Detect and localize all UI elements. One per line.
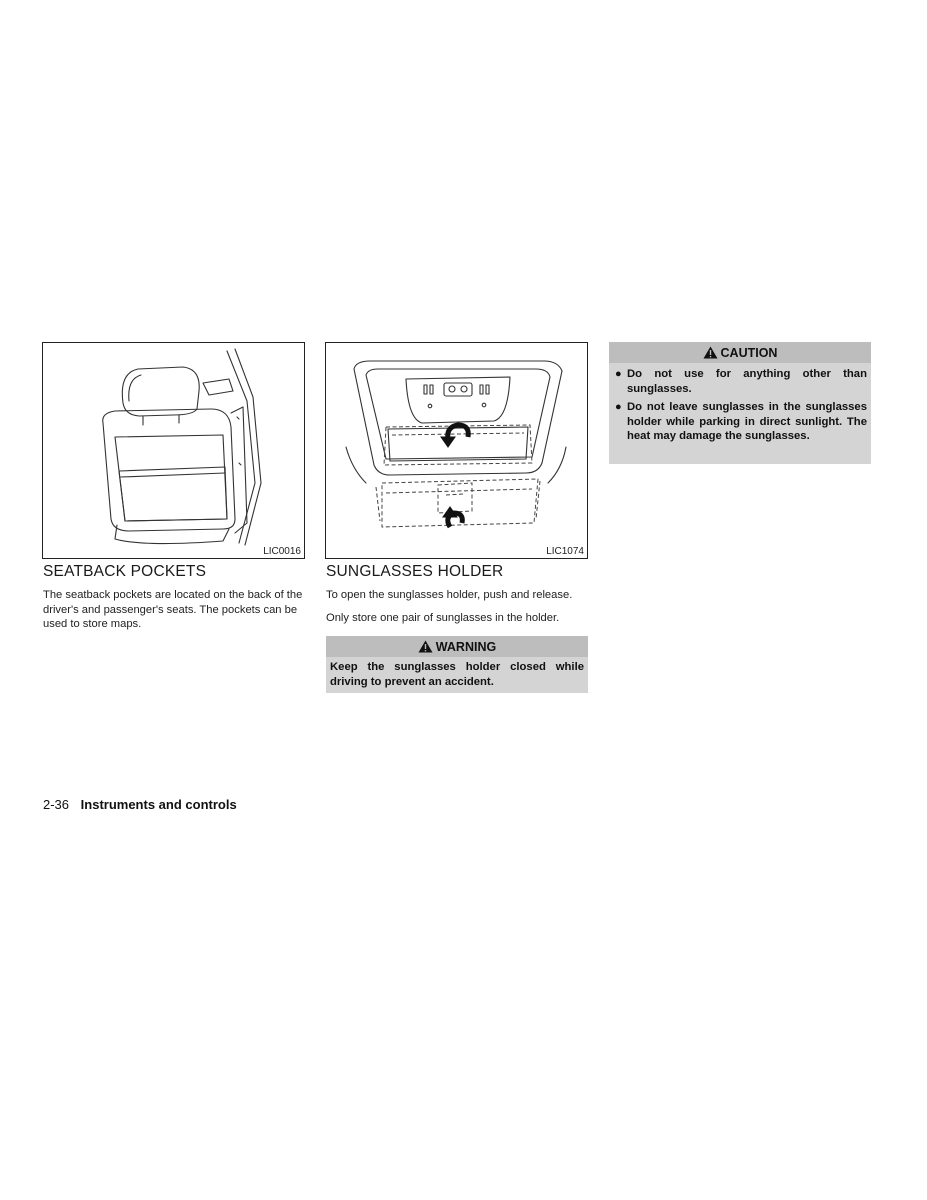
caution-title-bar xyxy=(609,342,871,363)
seatback-drawing xyxy=(43,343,306,560)
sunglasses-holder-illustration xyxy=(325,342,588,559)
bullet-dot-icon: ● xyxy=(615,368,622,380)
page-footer xyxy=(43,797,237,812)
warning-triangle-icon xyxy=(703,346,718,359)
caution-item xyxy=(613,400,867,444)
warning-triangle-icon xyxy=(418,640,433,653)
section-heading-sunglasses-holder: SUNGLASSES HOLDER xyxy=(326,563,504,580)
sunglasses-holder-drawing xyxy=(326,343,589,560)
caution-title: CAUTION xyxy=(720,345,778,360)
figure-code: LIC0016 xyxy=(263,546,301,557)
footer-section-title: Instruments and controls xyxy=(80,797,237,812)
warning-title-bar xyxy=(326,636,588,657)
warning-text: Keep the sunglasses holder closed while driving to prevent an accident. xyxy=(330,661,584,688)
caution-item-text: Do not use for anything other than sunglasses. xyxy=(627,368,867,395)
sunglasses-store-paragraph: Only store one pair of sunglasses in the holder. xyxy=(326,612,560,624)
warning-title: WARNING xyxy=(435,639,497,654)
section-heading-seatback-pockets: SEATBACK POCKETS xyxy=(43,563,207,580)
caution-item-text: Do not leave sunglasses in the sunglasses holder while parking in direct sunlight. The heat may damage the sunglasses. xyxy=(627,401,867,442)
warning-box xyxy=(326,636,588,693)
page-number: 2-36 xyxy=(43,797,70,812)
bullet-dot-icon: ● xyxy=(615,401,622,413)
figure-code: LIC1074 xyxy=(546,546,584,557)
caution-box xyxy=(609,342,871,464)
seatback-pocket-illustration xyxy=(42,342,305,559)
caution-list xyxy=(609,363,871,450)
seatback-pockets-paragraph: The seatback pockets are located on the back of the driver's and passenger's seats. The pockets can be used to store maps. xyxy=(43,589,303,630)
caution-item xyxy=(613,367,867,396)
sunglasses-open-paragraph: To open the sunglasses holder, push and release. xyxy=(326,589,573,601)
